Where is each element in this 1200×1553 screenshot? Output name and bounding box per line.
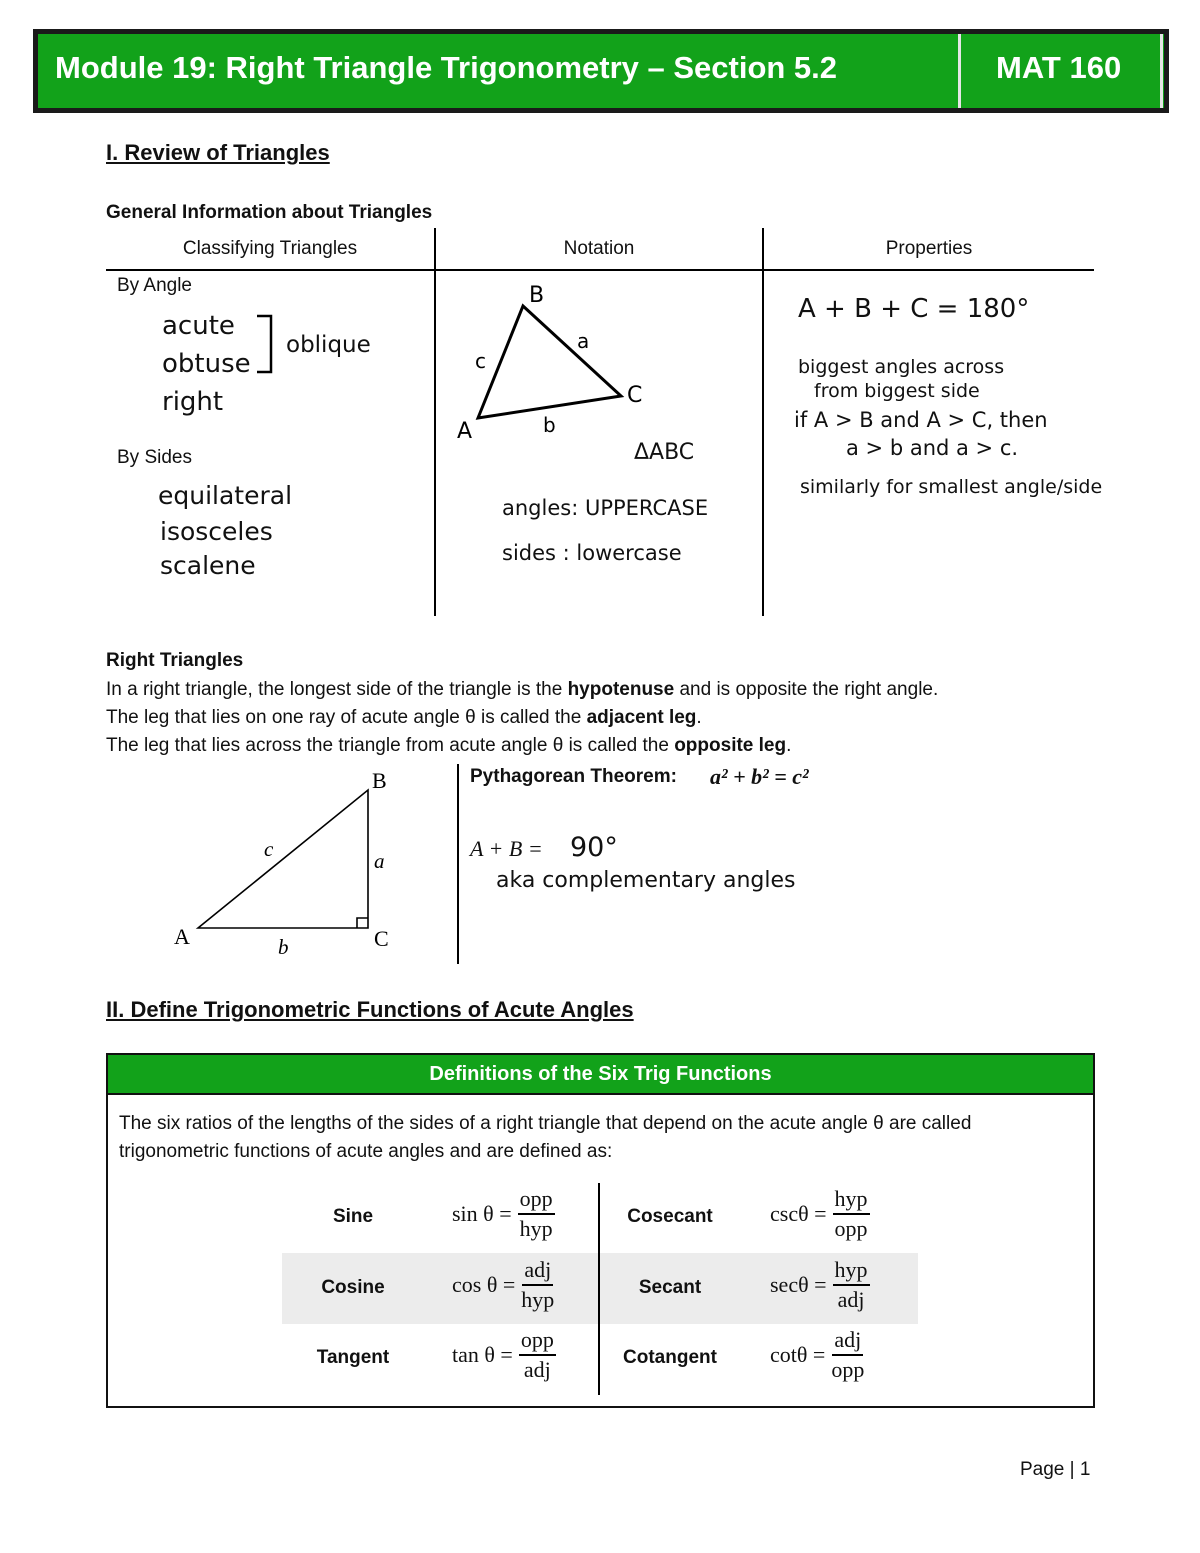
right-triangles-heading: Right Triangles — [106, 650, 244, 671]
triangle-name: ΔABC — [634, 440, 695, 465]
rt-side-c: c — [264, 837, 274, 861]
rt-side-a: a — [374, 849, 385, 873]
rt-vertex-B: B — [372, 768, 387, 793]
vertex-label-A: A — [457, 419, 473, 444]
table-divider-1 — [434, 228, 436, 616]
definitions-intro: The six ratios of the lengths of the sides of a right triangle that depend on the acute angle θ are called trigonometric functions of acute angles and are defined as: — [119, 1113, 972, 1162]
page-title: Module 19: Right Triangle Trigonometry – Section 5.2 — [55, 50, 838, 85]
col-classifying: Classifying Triangles — [182, 238, 358, 259]
angle-type-acute: acute — [162, 311, 235, 341]
notation-angles-line: angles: UPPERCASE — [502, 496, 709, 520]
definitions-box-title: Definitions of the Six Trig Functions — [108, 1055, 1093, 1095]
cosine-label: Cosine — [321, 1277, 385, 1298]
right-triangle-sentence-3: The leg that lies across the triangle from acute angle θ is called the opposite leg. — [106, 735, 792, 756]
general-info-heading: General Information about Triangles — [106, 202, 433, 223]
by-angle-label: By Angle — [117, 275, 192, 296]
side-type-scalene: scalene — [160, 551, 256, 580]
secant-label: Secant — [638, 1277, 702, 1298]
right-triangle — [198, 790, 368, 928]
property-line-3: if A > B and A > C, then — [794, 408, 1048, 432]
complement-formula: A + B = — [470, 836, 543, 861]
sine-label: Sine — [332, 1206, 374, 1227]
side-label-b: b — [543, 413, 556, 437]
sine-formula: sin θ = $\frac{\text{opp}}{\text{hyp}}$ — [452, 1186, 553, 1241]
complement-value: 90° — [570, 832, 618, 863]
right-triangle-divider — [457, 764, 459, 964]
cotangent-formula: cotθ = $\frac{\text{adj}}{\text{opp}}$ — [770, 1327, 865, 1382]
side-type-equilateral: equilateral — [158, 481, 293, 510]
angle-type-obtuse: obtuse — [162, 349, 251, 379]
vertex-label-B: B — [529, 283, 545, 308]
right-triangle-sentence-2: The leg that lies on one ray of acute angle θ is called the adjacent leg. — [106, 707, 702, 728]
rt-side-b: b — [278, 935, 289, 959]
right-triangle-sentence-1: In a right triangle, the longest side of the triangle is the hypotenuse and is opposite the right angle. — [106, 679, 939, 700]
table-divider-2 — [762, 228, 764, 616]
col-properties: Properties — [885, 238, 973, 259]
pythagorean-formula: a² + b² = c² — [710, 764, 809, 789]
complement-note: aka complementary angles — [496, 868, 796, 893]
property-line-4: a > b and a > c. — [846, 436, 1019, 460]
cosecant-formula: cscθ = $\frac{\text{hyp}}{\text{opp}}$ — [770, 1186, 868, 1241]
table-header-rule — [106, 269, 1094, 271]
right-triangle-figure — [160, 762, 420, 962]
property-line-2: from biggest side — [814, 380, 980, 402]
cosine-formula: cos θ = $\frac{\text{adj}}{\text{hyp}}$ — [452, 1257, 555, 1312]
notation-sides-line: sides : lowercase — [502, 541, 682, 565]
course-code: MAT 160 — [996, 50, 1122, 85]
by-sides-label: By Sides — [117, 447, 192, 468]
oblique-bracket — [255, 312, 279, 376]
side-label-a: a — [577, 329, 590, 353]
notation-triangle-figure — [445, 280, 755, 450]
header-edge — [1160, 34, 1163, 108]
side-label-c: c — [475, 349, 486, 373]
section-1-heading: I. Review of Triangles — [106, 140, 330, 165]
rt-vertex-A: A — [174, 924, 190, 949]
section-2-heading: II. Define Trigonometric Functions of Acute Angles — [106, 997, 634, 1022]
side-type-isosceles: isosceles — [160, 517, 273, 546]
cotangent-label: Cotangent — [623, 1347, 717, 1368]
secant-formula: secθ = $\frac{\text{hyp}}{\text{adj}}$ — [770, 1257, 868, 1312]
oblique-label: oblique — [286, 332, 371, 358]
page-number: Page | 1 — [1020, 1459, 1091, 1480]
tangent-label: Tangent — [316, 1347, 390, 1368]
tangent-formula: tan θ = $\frac{\text{opp}}{\text{adj}}$ — [452, 1327, 554, 1382]
right-angle-marker — [357, 918, 368, 928]
notation-triangle — [478, 306, 621, 418]
angle-sum-property: A + B + C = 180° — [798, 294, 1030, 324]
property-line-1: biggest angles across — [798, 356, 1005, 378]
property-line-5: similarly for smallest angle/side — [800, 476, 1103, 498]
vertex-label-C: C — [627, 383, 643, 408]
pythagorean-label: Pythagorean Theorem: — [470, 766, 677, 787]
angle-type-right: right — [162, 387, 224, 417]
rt-vertex-C: C — [374, 926, 389, 951]
col-notation: Notation — [563, 238, 635, 259]
header-divider — [958, 34, 961, 108]
cosecant-label: Cosecant — [627, 1206, 713, 1227]
